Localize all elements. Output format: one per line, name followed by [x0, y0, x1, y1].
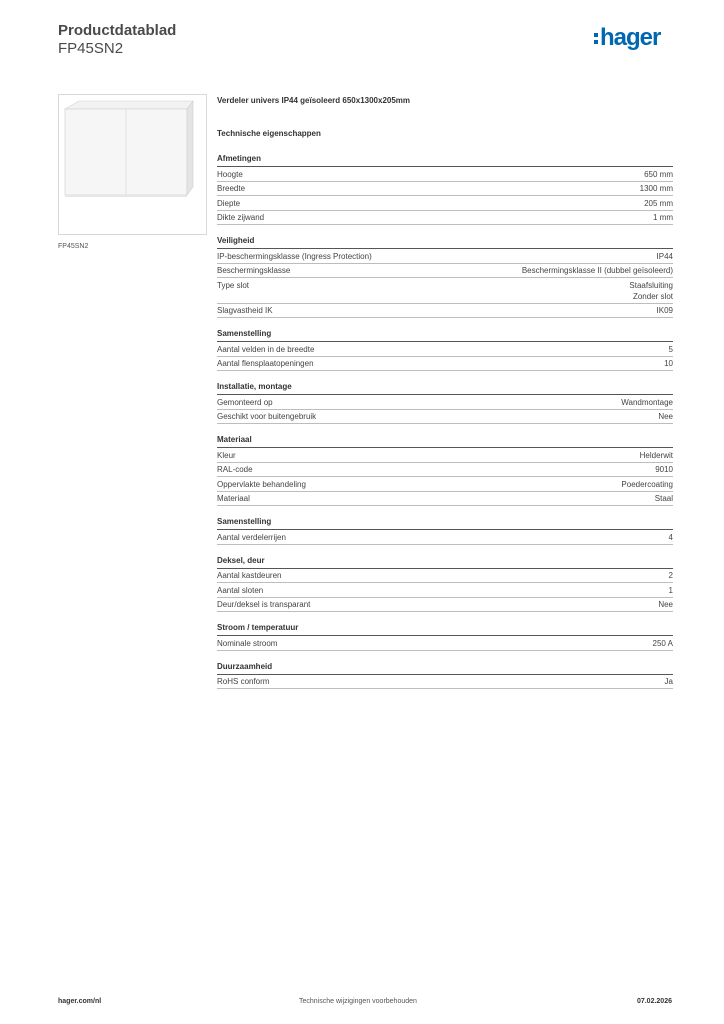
- spec-value: [665, 676, 673, 687]
- spec-group: [217, 622, 673, 651]
- spec-value-line: 205 mm: [644, 198, 673, 208]
- spec-label: Aantal verdelerrijen: [217, 532, 286, 542]
- spec-row: [217, 410, 673, 425]
- spec-group-title: Materiaal: [217, 434, 673, 448]
- spec-value-line: 2: [668, 571, 673, 580]
- document-title: Productdatablad: [58, 22, 177, 39]
- spec-value-line: 4: [668, 532, 673, 542]
- spec-value-line: IK09: [656, 306, 673, 315]
- spec-label: Kleur: [217, 450, 236, 460]
- spec-row: [217, 304, 673, 319]
- spec-value-line: 1300 mm: [639, 184, 673, 193]
- spec-row: [217, 357, 673, 372]
- spec-value-line: 1: [668, 585, 673, 595]
- spec-row: [217, 569, 673, 584]
- spec-group-title: Deksel, deur: [217, 555, 673, 569]
- spec-value-line: 650 mm: [644, 169, 673, 179]
- spec-row: [217, 636, 673, 651]
- spec-value-line: Nee: [658, 600, 673, 609]
- spec-row: [217, 583, 673, 598]
- spec-value: [657, 305, 673, 316]
- spec-value-line: 250 A: [652, 638, 673, 648]
- spec-group-title: Samenstelling: [217, 516, 673, 530]
- spec-group-title: Stroom / temperatuur: [217, 622, 673, 636]
- spec-group: [217, 555, 673, 613]
- spec-value-line: Beschermingsklasse II (dubbel geïsoleerd): [521, 266, 673, 275]
- spec-value-line: 9010: [655, 465, 673, 474]
- footer-notice: Technische wijzigingen voorbehouden: [299, 998, 417, 1005]
- spec-label: Slagvastheid IK: [217, 306, 273, 315]
- spec-label: Nominale stroom: [217, 638, 278, 648]
- spec-value-line: Helderwit: [639, 450, 673, 460]
- logo-text: hager: [600, 24, 661, 51]
- spec-value-line: 10: [664, 359, 673, 368]
- spec-value: [644, 198, 673, 209]
- spec-group: [217, 235, 673, 318]
- spec-group: [217, 516, 673, 545]
- spec-row: [217, 342, 673, 357]
- spec-label: Breedte: [217, 184, 246, 193]
- spec-row: [217, 395, 673, 410]
- product-image: [58, 94, 207, 235]
- spec-content: [217, 96, 673, 699]
- spec-row: [217, 196, 673, 211]
- spec-label: Type slot: [217, 280, 250, 290]
- document-subtitle: FP45SN2: [58, 40, 124, 57]
- section-title: Technische eigenschappen: [217, 129, 321, 138]
- spec-label: Beschermingsklasse: [217, 266, 291, 275]
- spec-row: [217, 530, 673, 545]
- spec-label: Aantal flensplaatopeningen: [217, 359, 314, 368]
- spec-label: RoHS conform: [217, 677, 270, 686]
- spec-row: [217, 249, 673, 264]
- hager-logo: [594, 26, 660, 50]
- spec-label: Oppervlakte behandeling: [217, 479, 306, 489]
- footer-date: 07.02.2026: [636, 998, 672, 1005]
- spec-row: [217, 167, 673, 182]
- spec-value: [658, 411, 673, 422]
- spec-label: Materiaal: [217, 494, 250, 503]
- logo-dots-icon: [594, 33, 598, 44]
- spec-groups: [217, 153, 673, 689]
- spec-label: RAL-code: [217, 465, 253, 474]
- spec-row: [217, 598, 673, 613]
- spec-row: [217, 675, 673, 690]
- spec-value: [621, 397, 673, 408]
- spec-value-line: Staal: [654, 494, 673, 503]
- spec-value-line: Ja: [664, 677, 673, 686]
- spec-group: [217, 661, 673, 690]
- footer-website[interactable]: hager.com/nl: [58, 998, 102, 1005]
- spec-value: [522, 265, 673, 276]
- spec-value-line: Poedercoating: [621, 479, 673, 489]
- spec-value: [657, 251, 673, 262]
- spec-value: [669, 585, 673, 596]
- spec-group-title: Samenstelling: [217, 328, 673, 342]
- spec-value-line: Nee: [658, 412, 673, 421]
- spec-value: [653, 638, 673, 649]
- spec-group: [217, 381, 673, 424]
- spec-row: [217, 182, 673, 197]
- spec-value: [655, 493, 673, 504]
- spec-row: [217, 264, 673, 279]
- spec-group: [217, 434, 673, 506]
- spec-label: Dikte zijwand: [217, 213, 265, 222]
- spec-row: [217, 211, 673, 226]
- spec-value: [655, 464, 673, 475]
- spec-label: Aantal sloten: [217, 585, 264, 595]
- spec-group-title: Veiligheid: [217, 235, 673, 249]
- spec-label: Geschikt voor buitengebruik: [217, 412, 317, 421]
- spec-row: [217, 278, 673, 304]
- product-title: Verdeler univers IP44 geïsoleerd 650x1300x205mm: [217, 96, 411, 105]
- spec-label: IP-beschermingsklasse (Ingress Protection): [217, 251, 372, 261]
- spec-label: Deur/deksel is transparant: [217, 600, 311, 609]
- spec-label: Gemonteerd op: [217, 397, 273, 407]
- distribution-cabinet-icon: [59, 95, 206, 234]
- spec-label: Aantal kastdeuren: [217, 571, 282, 580]
- spec-group: [217, 153, 673, 225]
- spec-row: [217, 477, 673, 492]
- spec-value-line: IP44: [656, 251, 673, 261]
- spec-value-line: Staafsluiting: [629, 280, 673, 290]
- spec-value: [621, 479, 673, 490]
- spec-row: [217, 492, 673, 507]
- spec-value-line: 5: [668, 344, 673, 354]
- spec-group-title: Afmetingen: [217, 153, 673, 167]
- spec-group: [217, 328, 673, 371]
- spec-row: [217, 463, 673, 478]
- spec-value: [653, 212, 673, 223]
- spec-group-title: Installatie, montage: [217, 381, 673, 395]
- spec-value-line: Wandmontage: [621, 397, 673, 407]
- spec-label: Diepte: [217, 198, 241, 208]
- spec-value: [669, 344, 673, 355]
- spec-value-line: 1 mm: [653, 213, 673, 222]
- spec-value: [640, 183, 673, 194]
- spec-value: [640, 450, 673, 461]
- spec-value: [669, 570, 673, 581]
- spec-value: [658, 599, 673, 610]
- spec-group-title: Duurzaamheid: [217, 661, 673, 675]
- spec-value: [664, 358, 673, 369]
- spec-row: [217, 448, 673, 463]
- spec-label: Aantal velden in de breedte: [217, 344, 315, 354]
- spec-label: Hoogte: [217, 169, 243, 179]
- spec-value-line: Zonder slot: [632, 291, 673, 301]
- document-header: [58, 22, 176, 58]
- image-caption: FP45SN2: [58, 243, 89, 250]
- spec-value: [644, 169, 673, 180]
- spec-value: [629, 280, 673, 302]
- spec-value: [669, 532, 673, 543]
